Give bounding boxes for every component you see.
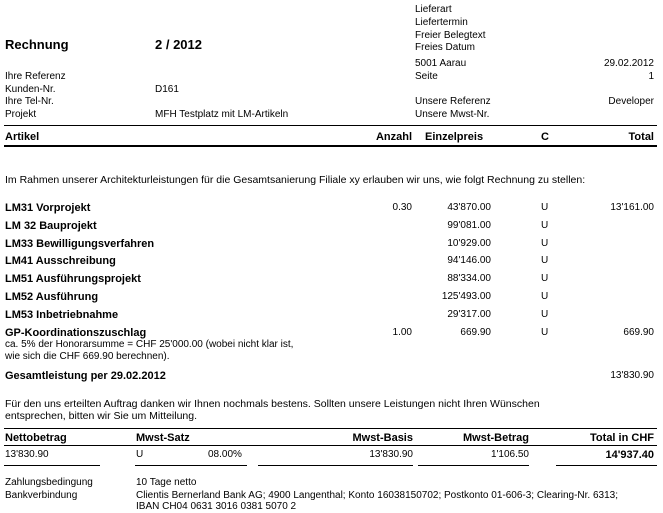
col-total: Total [628, 131, 654, 143]
item-note-line-2: wie sich die CHF 669.90 berechnen). [5, 351, 170, 362]
vat-col-net: Nettobetrag [5, 432, 67, 444]
item-c-code: U [541, 273, 549, 284]
item-c-code: U [541, 255, 549, 266]
vat-rule-3 [258, 465, 413, 466]
grand-total-value: 13'830.90 [610, 370, 654, 381]
document-title: Rechnung [5, 37, 69, 52]
vat-total-value: 14'937.40 [605, 449, 654, 461]
our-vat-label: Unsere Mwst-Nr. [415, 109, 490, 120]
vat-header-rule [4, 445, 657, 446]
item-qty: 1.00 [392, 327, 412, 338]
item-c-code: U [541, 327, 549, 338]
invoice-number: 2 / 2012 [155, 37, 202, 52]
delivery-date-label: Liefertermin [415, 17, 468, 28]
vat-code-value: U [136, 449, 144, 460]
page-label: Seite [415, 71, 438, 82]
item-name: LM 32 Bauprojekt [5, 220, 97, 232]
item-c-code: U [541, 202, 549, 213]
item-c-code: U [541, 309, 549, 320]
item-name: LM33 Bewilligungsverfahren [5, 238, 155, 250]
item-total: 13'161.00 [610, 202, 654, 213]
thanks-line-1: Für den uns erteilten Auftrag danken wir Ihnen nochmals bestens. Sollten unsere Leistungen nicht Ihren Wünschen [5, 398, 540, 410]
page-value: 1 [648, 71, 654, 82]
item-name: LM41 Ausschreibung [5, 255, 116, 267]
intro-text: Im Rahmen unserer Architekturleistungen für die Gesamtsanierung Filiale xy erlauben wir uns, wie folgt Rechnung zu stellen: [5, 174, 586, 186]
your-tel-label: Ihre Tel-Nr. [5, 96, 54, 107]
free-date-label: Freies Datum [415, 42, 476, 53]
bank-line-2: IBAN CH04 0631 3016 0381 5070 2 [136, 501, 297, 512]
item-name: LM51 Ausführungsprojekt [5, 273, 141, 285]
bank-label: Bankverbindung [5, 490, 78, 501]
sender-address: 5001 Aarau [415, 58, 467, 69]
col-c: C [541, 131, 549, 143]
vat-col-amount: Mwst-Betrag [462, 432, 529, 444]
grand-total-label: Gesamtleistung per 29.02.2012 [5, 370, 166, 382]
item-unit-price: 99'081.00 [447, 220, 491, 231]
vat-top-rule [4, 428, 657, 429]
item-unit-price: 125'493.00 [441, 291, 491, 302]
item-name: GP-Koordinationszuschlag [5, 327, 147, 339]
item-total: 669.90 [623, 327, 654, 338]
vat-amount-value: 1'106.50 [490, 449, 529, 460]
bank-line-1: Clientis Bernerland Bank AG; 4900 Langenthal; Konto 16038150702; Postkonto 01-606-3; Clearing-Nr. 6313; [136, 490, 618, 501]
vat-net-value: 13'830.90 [5, 449, 49, 460]
vat-rule-4 [418, 465, 529, 466]
col-article: Artikel [5, 131, 40, 143]
item-unit-price: 669.90 [460, 327, 491, 338]
vat-col-total: Total in CHF [590, 432, 654, 444]
vat-base-value: 13'830.90 [369, 449, 413, 460]
item-unit-price: 88'334.00 [447, 273, 491, 284]
item-name: LM31 Vorprojekt [5, 202, 91, 214]
payment-terms-label: Zahlungsbedingung [5, 477, 93, 488]
item-name: LM52 Ausführung [5, 291, 99, 303]
free-text-label: Freier Belegtext [415, 30, 486, 41]
project-label: Projekt [5, 109, 37, 120]
col-unit-price: Einzelpreis [425, 131, 484, 143]
item-c-code: U [541, 220, 549, 231]
vat-rule-1 [4, 465, 100, 466]
your-reference-label: Ihre Referenz [5, 71, 66, 82]
customer-number-label: Kunden-Nr. [5, 84, 56, 95]
item-c-code: U [541, 291, 549, 302]
item-name: LM53 Inbetriebnahme [5, 309, 119, 321]
item-unit-price: 94'146.00 [447, 255, 491, 266]
col-qty: Anzahl [375, 131, 412, 143]
payment-terms-value: 10 Tage netto [136, 477, 197, 488]
vat-rule-5 [556, 465, 657, 466]
item-qty: 0.30 [392, 202, 412, 213]
item-unit-price: 29'317.00 [447, 309, 491, 320]
project-value: MFH Testplatz mit LM-Artikeln [155, 109, 289, 120]
our-reference-value: Developer [608, 96, 654, 107]
header-top-rule [4, 125, 657, 126]
delivery-type-label: Lieferart [415, 4, 452, 15]
our-reference-label: Unsere Referenz [415, 96, 491, 107]
vat-rate-value: 08.00% [208, 449, 242, 460]
vat-col-base: Mwst-Basis [352, 432, 413, 444]
item-note-line-1: ca. 5% der Honorarsumme = CHF 25'000.00 (wobei nicht klar ist, [5, 339, 294, 350]
thanks-line-2: entsprechen, bitten wir Sie um Mitteilung. [5, 410, 198, 422]
item-unit-price: 43'870.00 [447, 202, 491, 213]
customer-number-value: D161 [155, 84, 179, 95]
invoice-date: 29.02.2012 [603, 58, 654, 69]
header-bottom-rule [4, 145, 657, 147]
vat-col-rate: Mwst-Satz [136, 432, 190, 444]
item-c-code: U [541, 238, 549, 249]
item-unit-price: 10'929.00 [447, 238, 491, 249]
vat-rule-2 [135, 465, 247, 466]
